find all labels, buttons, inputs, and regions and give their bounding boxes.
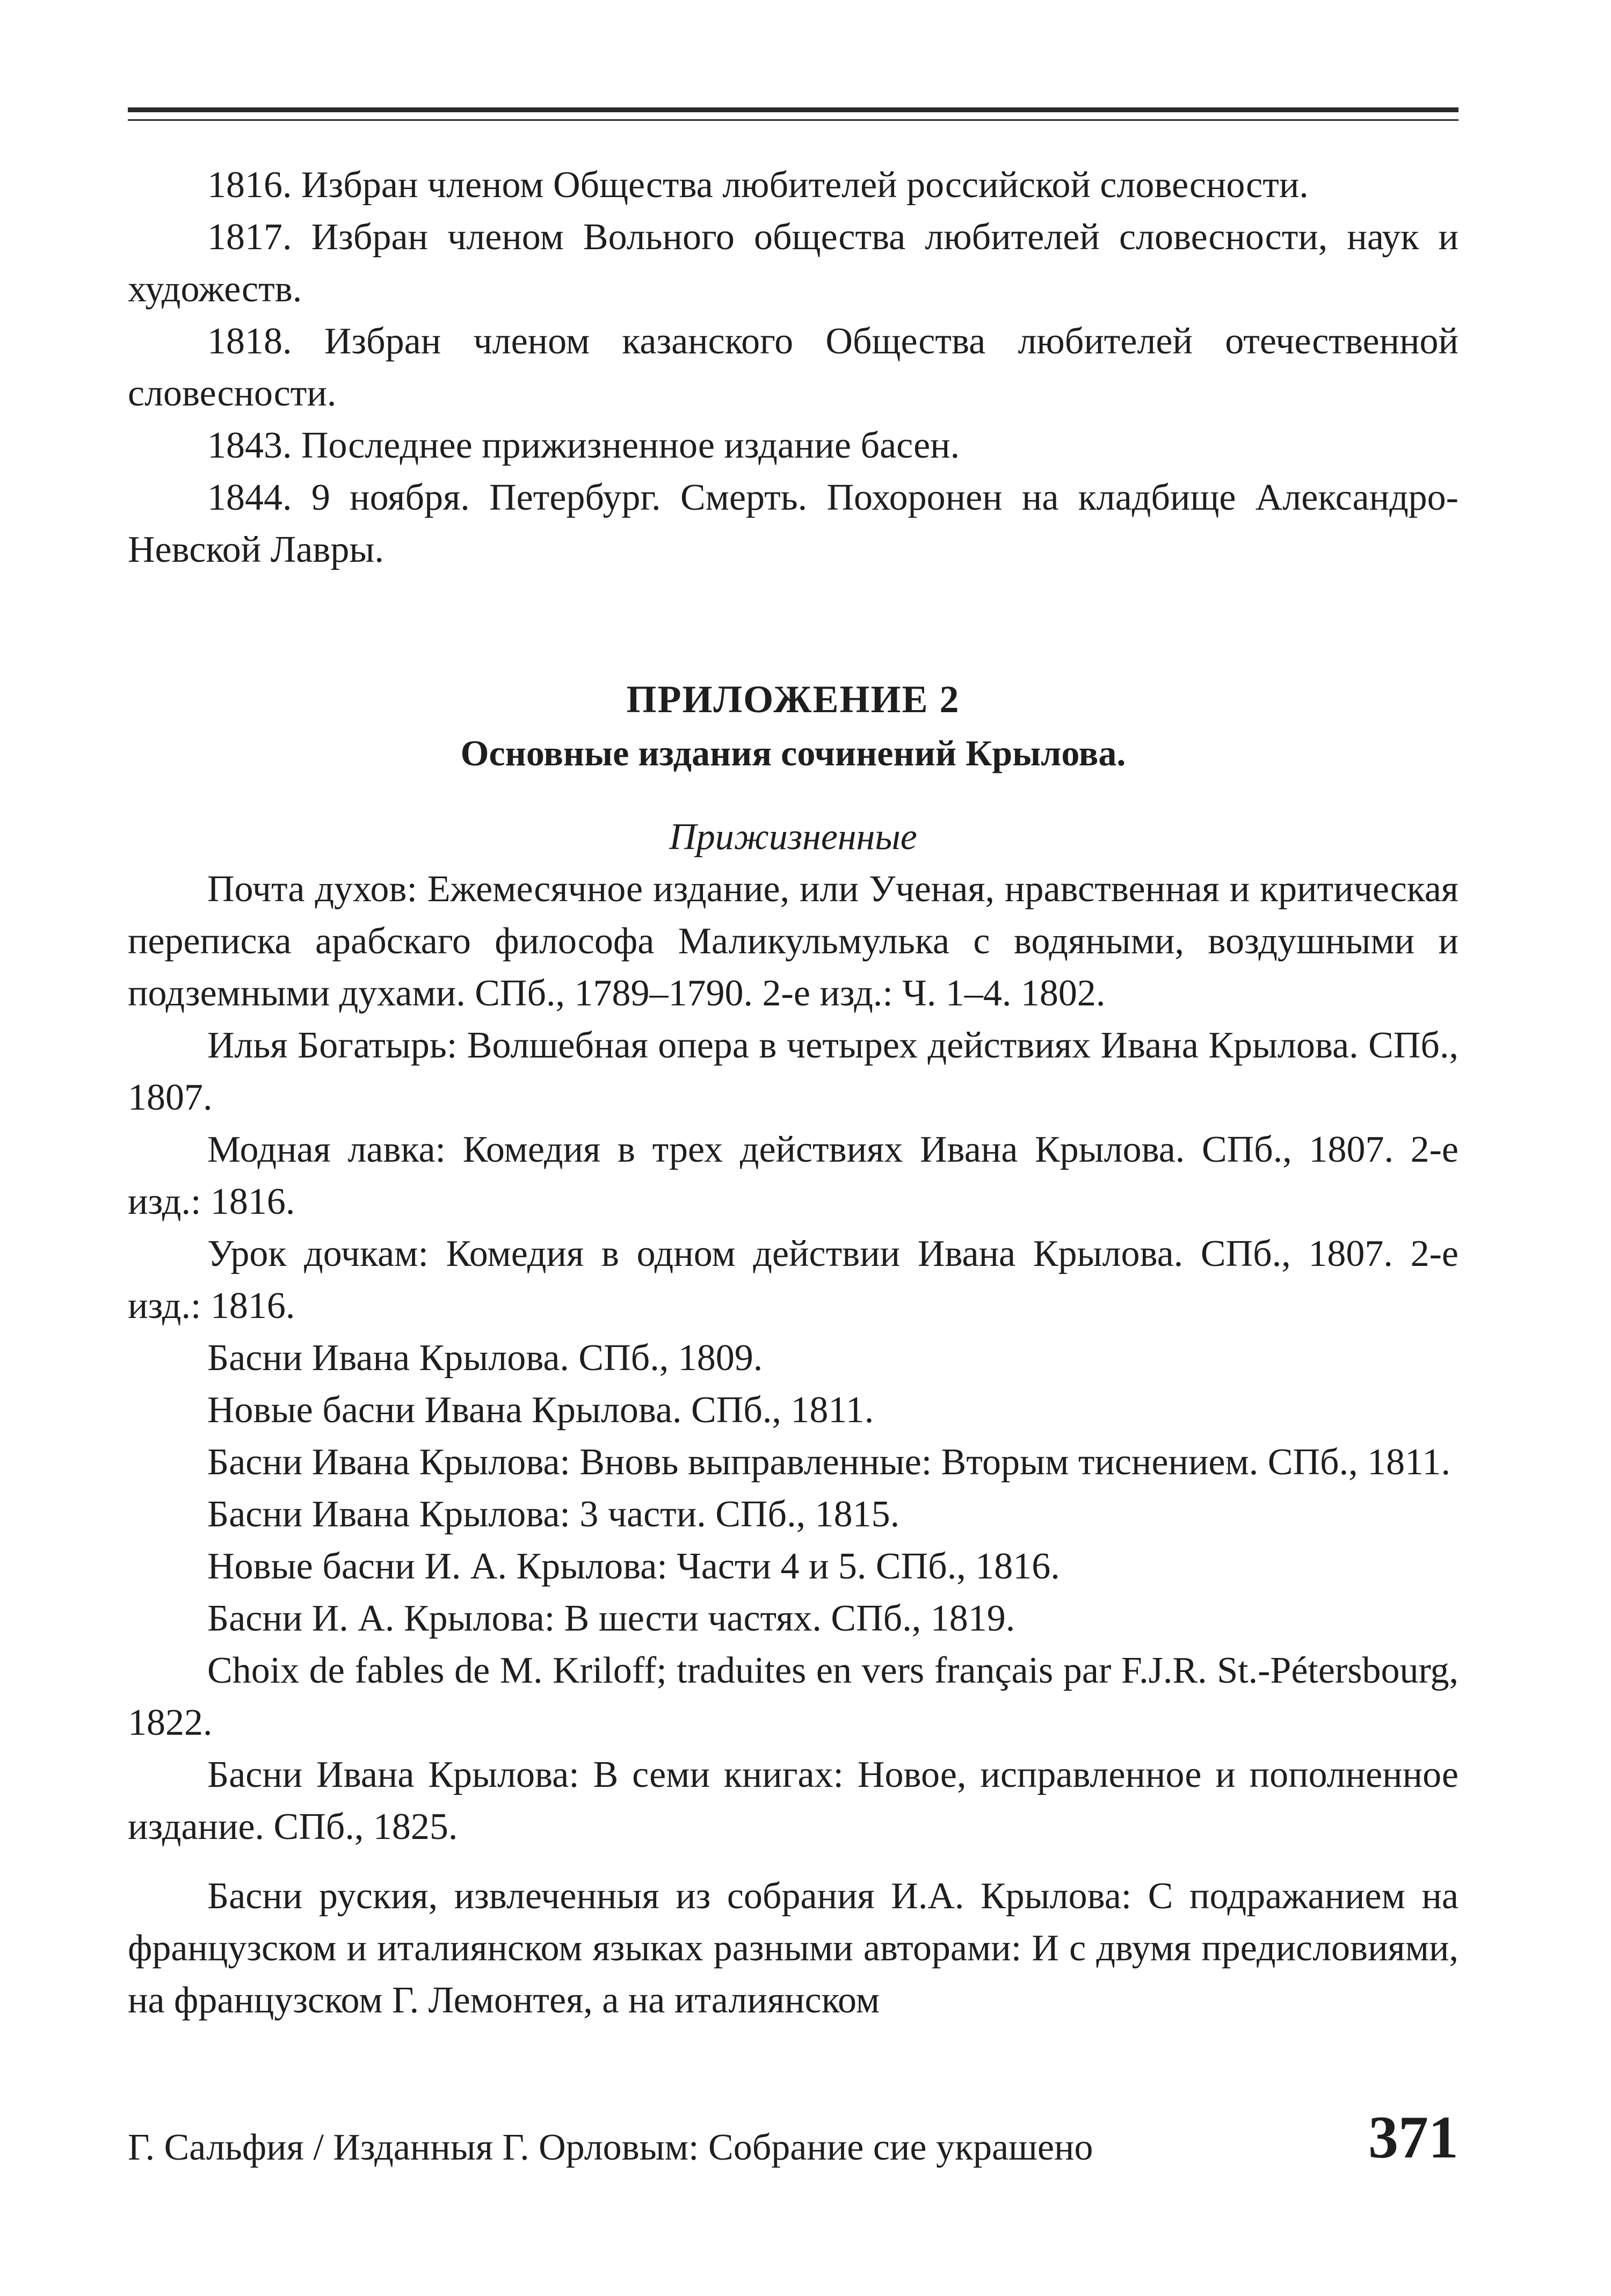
edition-entry: Басни Ивана Крылова. СПб., 1809. [207, 1337, 763, 1379]
edition-entry: Новые басни И. А. Крылова: Части 4 и 5. СПб., 1816. [207, 1546, 1060, 1587]
edition-entry: Новые басни Ивана Крылова. СПб., 1811. [207, 1389, 874, 1431]
edition-entry: Басни И. А. Крылова: В шести частях. СПб., 1819. [207, 1598, 1015, 1639]
header-rule-thick [128, 107, 1458, 112]
chronology-entry: 1818. Избран членом казанского Общества любителей отечественной словесности. [128, 321, 1458, 414]
chronology-entry: 1817. Избран членом Вольного общества любителей словесности, наук и художеств. [128, 216, 1458, 310]
chronology-entry: 1844. 9 ноября. Петербург. Смерть. Похоронен на кладбище Александро-Невской Лавры. [128, 477, 1458, 570]
edition-entry: Басни Ивана Крылова: Вновь выправленные: Вторым тиснением. СПб., 1811. [207, 1442, 1451, 1483]
edition-entry: Илья Богатырь: Волшебная опера в четырех действиях Ивана Крылова. СПб., 1807. [128, 1025, 1458, 1118]
edition-entry: Басни руския, извлеченныя из собрания И.А. Крылова: С подражанием на французском и италиянском языках разными авторами: И с двумя предисловиями, на французском Г. Лемонтея, а на италиянском [128, 1875, 1458, 2021]
edition-entry: Басни Ивана Крылова: В семи книгах: Новое, исправленное и пополненное издание. СПб., 1825. [128, 1754, 1458, 1848]
appendix-subtitle: Основные издания сочинений Крылова. [460, 733, 1126, 773]
text-body [128, 159, 1458, 2026]
edition-entry: Басни Ивана Крылова: 3 части. СПб., 1815. [207, 1494, 900, 1535]
header-rule-thin [128, 119, 1458, 121]
last-line: Г. Сальфия / Изданныя Г. Орловым: Собрание сие украшено [128, 2127, 1093, 2168]
chronology-entry: 1816. Избран членом Общества любителей российской словесности. [207, 164, 1309, 206]
edition-entry: Урок дочкам: Комедия в одном действии Ивана Крылова. СПб., 1807. 2-е изд.: 1816. [128, 1233, 1458, 1327]
chronology-entry: 1843. Последнее прижизненное издание басен. [207, 425, 960, 466]
appendix-title: ПРИЛОЖЕНИЕ 2 [626, 678, 960, 721]
section-label: Прижизненные [669, 816, 917, 858]
edition-entry: Choix de fables de M. Kriloff; traduites en vers français par F.J.R. St.-Pétersbourg, 1822. [128, 1650, 1458, 1743]
edition-entry: Почта духов: Ежемесячное издание, или Ученая, нравственная и критическая переписка арабскаго философа Маликульмулька с водяными, воздушными и подземными духами. СПб., 1789–1790. 2-е изд.: Ч. 1–4. 1802. [128, 868, 1458, 1014]
page-number: 371 [1368, 2104, 1458, 2171]
edition-entry: Модная лавка: Комедия в трех действиях Ивана Крылова. СПб., 1807. 2-е изд.: 1816. [128, 1129, 1458, 1222]
